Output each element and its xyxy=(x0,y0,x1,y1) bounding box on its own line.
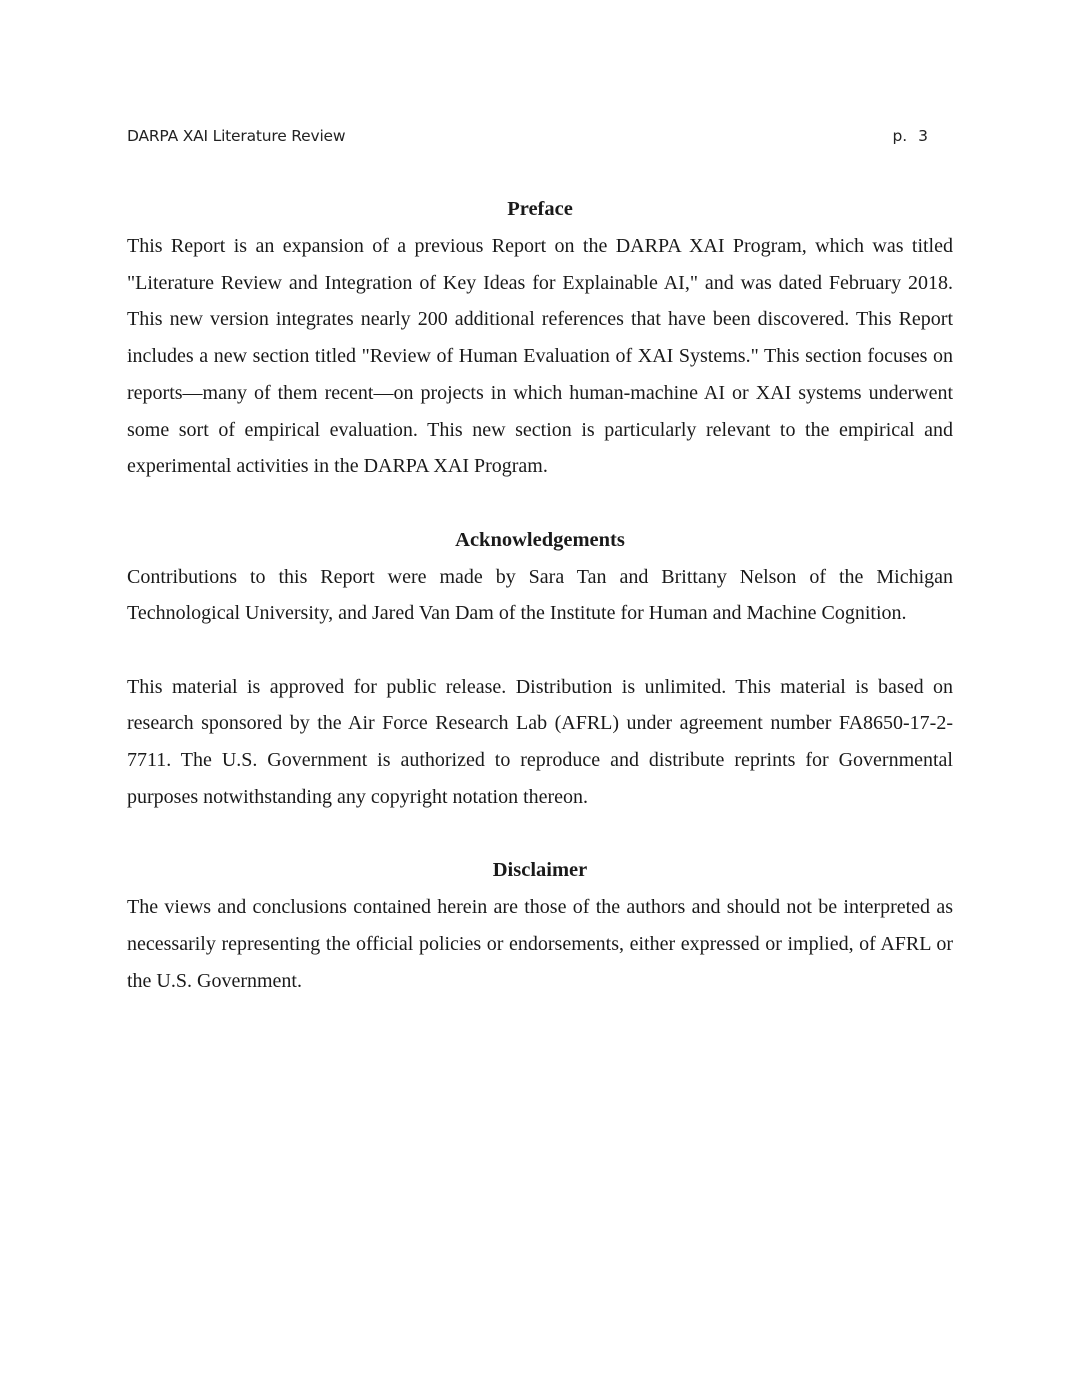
preface-paragraph: This Report is an expansion of a previous Report on the DARPA XAI Program, which was titled "Literature Review and Integration of Key Ideas for Explainable AI," and was dated February 2018. This new version integrates nearly 200 additional references that have been discovered. This Report includes a new section titled "Review of Human Evaluation of XAI Systems." This section focuses on reports—many of them recent—on projects in which human-machine AI or XAI systems underwent some sort of empirical evaluation. This new section is particularly relevant to the empirical and experimental activities in the DARPA XAI Program. xyxy=(127,235,953,478)
preface-section xyxy=(127,191,953,485)
page-number: p. 3 xyxy=(892,127,928,145)
page-content xyxy=(127,191,953,999)
acknowledgements-paragraph: Contributions to this Report were made by Sara Tan and Brittany Nelson of the Michigan Technological University, and Jared Van Dam of the Institute for Human and Machine Cognition. xyxy=(127,565,953,625)
acknowledgements-heading: Acknowledgements xyxy=(455,528,625,551)
paragraph-spacer xyxy=(127,632,953,669)
section-spacer xyxy=(127,816,953,853)
running-header xyxy=(127,127,928,149)
section-spacer xyxy=(127,485,953,522)
release-statement-paragraph: This material is approved for public release. Distribution is unlimited. This material is based on research sponsored by the Air Force Research Lab (AFRL) under agreement number FA8650-17-2-7711. The U.S. Government is authorized to reproduce and distribute reprints for Governmental purposes notwithstanding any copyright notation thereon. xyxy=(127,675,953,808)
disclaimer-section xyxy=(127,852,953,999)
disclaimer-heading: Disclaimer xyxy=(492,859,588,882)
disclaimer-paragraph: The views and conclusions contained herein are those of the authors and should not be interpreted as necessarily representing the official policies or endorsements, either expressed or implied, of AFRL or the U.S. Government. xyxy=(127,896,953,992)
running-title: DARPA XAI Literature Review xyxy=(127,127,346,145)
preface-heading: Preface xyxy=(507,198,573,220)
acknowledgements-section xyxy=(127,522,953,816)
